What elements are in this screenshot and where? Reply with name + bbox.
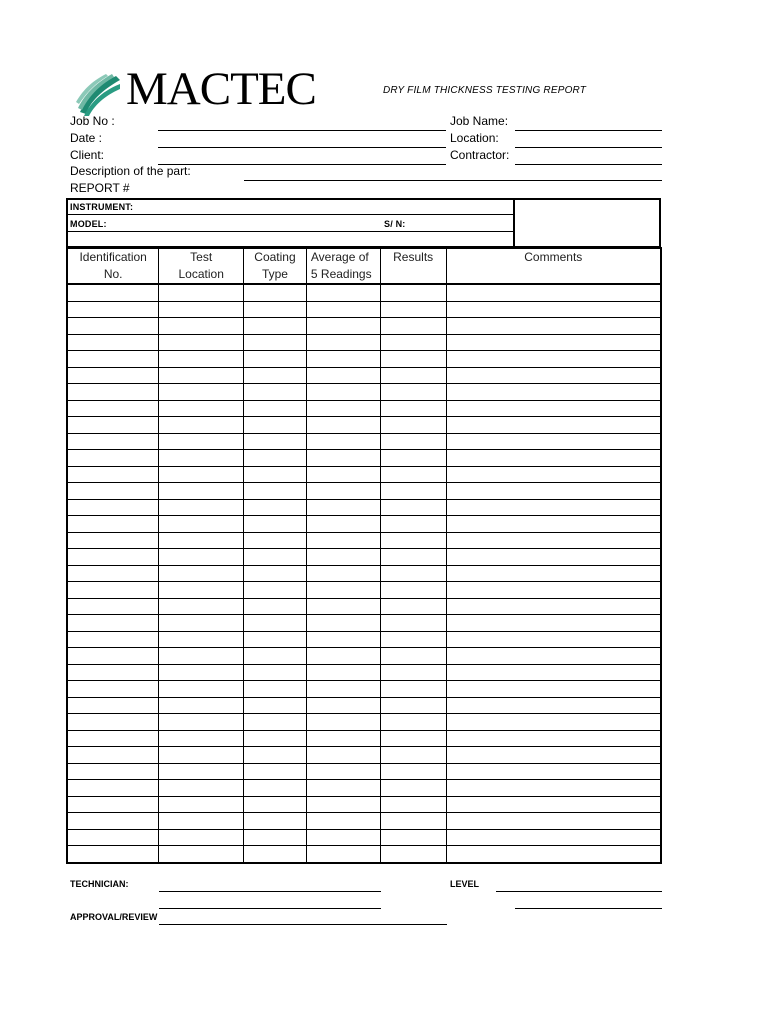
table-cell[interactable] <box>306 714 380 731</box>
table-cell[interactable] <box>159 516 244 533</box>
brand-logo-text: MACTEC <box>126 63 316 115</box>
table-row <box>67 598 661 615</box>
table-cell[interactable] <box>244 780 307 797</box>
table-cell[interactable] <box>306 466 380 483</box>
table-cell[interactable] <box>306 516 380 533</box>
table-row <box>67 730 661 747</box>
table-cell[interactable] <box>306 846 380 863</box>
table-cell[interactable] <box>67 499 159 516</box>
table-cell[interactable] <box>380 664 446 681</box>
model-label: MODEL: <box>70 219 107 229</box>
table-cell[interactable] <box>244 549 307 566</box>
table-cell[interactable] <box>446 532 661 549</box>
table-cell[interactable] <box>380 697 446 714</box>
table-cell[interactable] <box>67 351 159 368</box>
table-cell[interactable] <box>159 466 244 483</box>
table-cell[interactable] <box>446 780 661 797</box>
table-cell[interactable] <box>306 664 380 681</box>
table-cell[interactable] <box>67 334 159 351</box>
table-cell[interactable] <box>446 549 661 566</box>
table-cell[interactable] <box>446 582 661 599</box>
table-cell[interactable] <box>306 400 380 417</box>
approval-label: APPROVAL/REVIEW <box>70 912 158 922</box>
header-test-location: Test Location <box>159 248 244 284</box>
table-cell[interactable] <box>159 400 244 417</box>
table-cell[interactable] <box>159 730 244 747</box>
table-cell[interactable] <box>380 598 446 615</box>
table-cell[interactable] <box>67 846 159 863</box>
table-cell[interactable] <box>446 813 661 830</box>
table-cell[interactable] <box>446 565 661 582</box>
table-row <box>67 697 661 714</box>
table-cell[interactable] <box>67 483 159 500</box>
table-row <box>67 516 661 533</box>
level-label: LEVEL <box>450 879 480 889</box>
table-cell[interactable] <box>306 615 380 632</box>
table-cell[interactable] <box>244 483 307 500</box>
table-cell[interactable] <box>67 681 159 698</box>
table-cell[interactable] <box>446 417 661 434</box>
table-cell[interactable] <box>244 417 307 434</box>
table-cell[interactable] <box>306 648 380 665</box>
readings-table <box>66 247 662 864</box>
table-cell[interactable] <box>446 334 661 351</box>
table-cell[interactable] <box>244 796 307 813</box>
table-cell[interactable] <box>244 615 307 632</box>
table-cell[interactable] <box>380 648 446 665</box>
table-cell[interactable] <box>380 367 446 384</box>
table-cell[interactable] <box>67 284 159 301</box>
technician-field-line-2[interactable] <box>159 908 381 909</box>
date-field[interactable] <box>158 147 446 148</box>
header-results: Results <box>380 248 446 284</box>
table-cell[interactable] <box>306 417 380 434</box>
table-row <box>67 499 661 516</box>
description-field[interactable] <box>244 180 662 181</box>
table-row <box>67 565 661 582</box>
table-cell[interactable] <box>67 400 159 417</box>
table-cell[interactable] <box>159 747 244 764</box>
table-cell[interactable] <box>159 318 244 335</box>
table-cell[interactable] <box>159 565 244 582</box>
table-cell[interactable] <box>159 829 244 846</box>
table-cell[interactable] <box>306 318 380 335</box>
table-cell[interactable] <box>306 813 380 830</box>
table-cell[interactable] <box>446 846 661 863</box>
table-cell[interactable] <box>67 384 159 401</box>
table-cell[interactable] <box>380 483 446 500</box>
table-cell[interactable] <box>67 796 159 813</box>
table-cell[interactable] <box>380 450 446 467</box>
table-cell[interactable] <box>244 582 307 599</box>
table-cell[interactable] <box>380 582 446 599</box>
table-cell[interactable] <box>159 499 244 516</box>
table-row <box>67 450 661 467</box>
technician-field[interactable] <box>159 891 381 892</box>
table-cell[interactable] <box>159 615 244 632</box>
table-cell[interactable] <box>380 532 446 549</box>
table-cell[interactable] <box>159 648 244 665</box>
table-row <box>67 615 661 632</box>
table-cell[interactable] <box>159 582 244 599</box>
approval-field[interactable] <box>159 924 447 925</box>
table-row <box>67 549 661 566</box>
serial-number-label: S/ N: <box>384 219 406 229</box>
table-cell[interactable] <box>306 730 380 747</box>
table-cell[interactable] <box>159 301 244 318</box>
table-cell[interactable] <box>380 813 446 830</box>
table-row <box>67 813 661 830</box>
table-cell[interactable] <box>306 681 380 698</box>
table-cell[interactable] <box>380 433 446 450</box>
table-cell[interactable] <box>159 598 244 615</box>
table-cell[interactable] <box>244 763 307 780</box>
table-cell[interactable] <box>159 631 244 648</box>
table-cell[interactable] <box>244 648 307 665</box>
table-cell[interactable] <box>244 516 307 533</box>
table-cell[interactable] <box>67 582 159 599</box>
table-cell[interactable] <box>446 664 661 681</box>
table-body <box>67 284 661 863</box>
table-cell[interactable] <box>159 549 244 566</box>
table-cell[interactable] <box>446 483 661 500</box>
table-cell[interactable] <box>67 417 159 434</box>
table-cell[interactable] <box>244 384 307 401</box>
table-cell[interactable] <box>380 351 446 368</box>
table-cell[interactable] <box>244 681 307 698</box>
table-cell[interactable] <box>306 549 380 566</box>
table-cell[interactable] <box>380 466 446 483</box>
table-cell[interactable] <box>306 450 380 467</box>
table-cell[interactable] <box>67 466 159 483</box>
table-row <box>67 796 661 813</box>
table-cell[interactable] <box>244 598 307 615</box>
table-cell[interactable] <box>446 367 661 384</box>
table-cell[interactable] <box>380 615 446 632</box>
table-cell[interactable] <box>306 367 380 384</box>
table-row <box>67 582 661 599</box>
table-cell[interactable] <box>306 796 380 813</box>
table-cell[interactable] <box>380 829 446 846</box>
table-cell[interactable] <box>446 450 661 467</box>
table-cell[interactable] <box>159 813 244 830</box>
table-cell[interactable] <box>446 598 661 615</box>
table-cell[interactable] <box>306 483 380 500</box>
job-name-label: Job Name: <box>450 114 509 128</box>
table-cell[interactable] <box>244 829 307 846</box>
table-cell[interactable] <box>244 730 307 747</box>
table-cell[interactable] <box>446 714 661 731</box>
level-field-line-2[interactable] <box>515 908 662 909</box>
table-cell[interactable] <box>446 747 661 764</box>
table-row <box>67 301 661 318</box>
table-cell[interactable] <box>306 433 380 450</box>
job-name-field[interactable] <box>515 130 662 131</box>
table-row <box>67 367 661 384</box>
table-cell[interactable] <box>159 334 244 351</box>
table-row <box>67 747 661 764</box>
table-cell[interactable] <box>244 334 307 351</box>
table-cell[interactable] <box>67 730 159 747</box>
table-cell[interactable] <box>244 846 307 863</box>
table-cell[interactable] <box>67 631 159 648</box>
table-cell[interactable] <box>67 532 159 549</box>
table-cell[interactable] <box>306 565 380 582</box>
table-row <box>67 714 661 731</box>
report-number-label: REPORT # <box>70 181 130 195</box>
table-cell[interactable] <box>244 318 307 335</box>
table-cell[interactable] <box>306 351 380 368</box>
header-coating-type: Coating Type <box>244 248 307 284</box>
table-cell[interactable] <box>446 697 661 714</box>
table-cell[interactable] <box>380 284 446 301</box>
table-cell[interactable] <box>446 384 661 401</box>
table-cell[interactable] <box>244 565 307 582</box>
table-cell[interactable] <box>380 499 446 516</box>
table-cell[interactable] <box>380 747 446 764</box>
table-cell[interactable] <box>446 499 661 516</box>
table-row <box>67 284 661 301</box>
instrument-box <box>66 198 661 248</box>
table-cell[interactable] <box>159 433 244 450</box>
table-row <box>67 780 661 797</box>
table-cell[interactable] <box>159 796 244 813</box>
table-cell[interactable] <box>244 532 307 549</box>
table-cell[interactable] <box>67 318 159 335</box>
instrument-label: INSTRUMENT: <box>70 202 134 212</box>
table-cell[interactable] <box>380 846 446 863</box>
table-cell[interactable] <box>67 549 159 566</box>
table-cell[interactable] <box>159 532 244 549</box>
job-no-field[interactable] <box>158 130 446 131</box>
date-label: Date : <box>70 131 103 145</box>
table-cell[interactable] <box>446 466 661 483</box>
table-row <box>67 334 661 351</box>
table-cell[interactable] <box>306 780 380 797</box>
table-cell[interactable] <box>159 697 244 714</box>
table-cell[interactable] <box>306 384 380 401</box>
table-cell[interactable] <box>67 433 159 450</box>
table-cell[interactable] <box>306 631 380 648</box>
table-cell[interactable] <box>244 664 307 681</box>
table-row <box>67 384 661 401</box>
table-cell[interactable] <box>159 367 244 384</box>
table-cell[interactable] <box>244 747 307 764</box>
table-row <box>67 417 661 434</box>
table-cell[interactable] <box>159 450 244 467</box>
table-row <box>67 648 661 665</box>
contractor-field[interactable] <box>515 164 662 165</box>
table-row <box>67 532 661 549</box>
table-header-row <box>67 248 661 284</box>
table-cell[interactable] <box>67 367 159 384</box>
location-field[interactable] <box>515 147 662 148</box>
table-cell[interactable] <box>446 615 661 632</box>
table-cell[interactable] <box>159 714 244 731</box>
description-label: Description of the part: <box>70 164 191 178</box>
table-cell[interactable] <box>67 747 159 764</box>
table-cell[interactable] <box>446 284 661 301</box>
table-cell[interactable] <box>244 284 307 301</box>
table-cell[interactable] <box>244 813 307 830</box>
table-cell[interactable] <box>159 284 244 301</box>
table-cell[interactable] <box>67 301 159 318</box>
table-cell[interactable] <box>446 351 661 368</box>
table-cell[interactable] <box>306 763 380 780</box>
table-cell[interactable] <box>159 681 244 698</box>
table-cell[interactable] <box>67 813 159 830</box>
table-cell[interactable] <box>446 318 661 335</box>
table-cell[interactable] <box>159 483 244 500</box>
table-cell[interactable] <box>244 433 307 450</box>
table-cell[interactable] <box>306 284 380 301</box>
instrument-box-divider <box>513 198 515 248</box>
table-cell[interactable] <box>380 384 446 401</box>
header-identification: Identification No. <box>67 248 159 284</box>
table-cell[interactable] <box>159 351 244 368</box>
table-cell[interactable] <box>446 763 661 780</box>
table-cell[interactable] <box>159 664 244 681</box>
table-cell[interactable] <box>306 301 380 318</box>
table-cell[interactable] <box>446 730 661 747</box>
table-cell[interactable] <box>159 763 244 780</box>
level-field[interactable] <box>496 891 662 892</box>
table-cell[interactable] <box>67 697 159 714</box>
technician-label: TECHNICIAN: <box>70 879 129 889</box>
report-title: DRY FILM THICKNESS TESTING REPORT <box>383 85 587 96</box>
header-average-readings: Average of 5 Readings <box>306 248 380 284</box>
table-cell[interactable] <box>380 780 446 797</box>
client-field[interactable] <box>158 164 446 165</box>
table-cell[interactable] <box>446 829 661 846</box>
table-cell[interactable] <box>67 763 159 780</box>
table-cell[interactable] <box>380 318 446 335</box>
table-cell[interactable] <box>67 450 159 467</box>
model-row-line <box>68 231 514 232</box>
table-cell[interactable] <box>380 763 446 780</box>
instrument-row-line <box>68 214 514 215</box>
contractor-label: Contractor: <box>450 148 510 162</box>
table-cell[interactable] <box>380 730 446 747</box>
table-cell[interactable] <box>67 664 159 681</box>
table-row <box>67 664 661 681</box>
table-cell[interactable] <box>67 780 159 797</box>
table-cell[interactable] <box>244 367 307 384</box>
table-cell[interactable] <box>306 747 380 764</box>
client-label: Client: <box>70 148 105 162</box>
mactec-logo-icon <box>76 72 120 116</box>
table-cell[interactable] <box>67 615 159 632</box>
table-row <box>67 483 661 500</box>
job-no-label: Job No : <box>70 114 115 128</box>
table-cell[interactable] <box>380 714 446 731</box>
table-cell[interactable] <box>446 681 661 698</box>
table-cell[interactable] <box>306 697 380 714</box>
table-row <box>67 681 661 698</box>
table-cell[interactable] <box>380 796 446 813</box>
table-cell[interactable] <box>67 648 159 665</box>
table-cell[interactable] <box>306 499 380 516</box>
table-cell[interactable] <box>446 301 661 318</box>
table-cell[interactable] <box>244 499 307 516</box>
table-row <box>67 763 661 780</box>
location-label: Location: <box>450 131 499 145</box>
table-row <box>67 318 661 335</box>
table-cell[interactable] <box>380 400 446 417</box>
table-cell[interactable] <box>446 648 661 665</box>
table-cell[interactable] <box>446 400 661 417</box>
table-cell[interactable] <box>244 714 307 731</box>
table-cell[interactable] <box>380 631 446 648</box>
table-row <box>67 846 661 863</box>
table-row <box>67 400 661 417</box>
table-cell[interactable] <box>380 681 446 698</box>
table-cell[interactable] <box>244 697 307 714</box>
table-cell[interactable] <box>244 351 307 368</box>
table-cell[interactable] <box>306 829 380 846</box>
table-cell[interactable] <box>244 450 307 467</box>
table-row <box>67 631 661 648</box>
table-cell[interactable] <box>67 516 159 533</box>
table-cell[interactable] <box>380 565 446 582</box>
table-cell[interactable] <box>446 796 661 813</box>
table-cell[interactable] <box>244 301 307 318</box>
table-cell[interactable] <box>159 384 244 401</box>
header-comments: Comments <box>446 248 661 284</box>
table-cell[interactable] <box>306 598 380 615</box>
table-cell[interactable] <box>67 829 159 846</box>
table-cell[interactable] <box>67 598 159 615</box>
table-cell[interactable] <box>380 549 446 566</box>
table-cell[interactable] <box>306 532 380 549</box>
table-cell[interactable] <box>306 334 380 351</box>
table-cell[interactable] <box>67 714 159 731</box>
table-cell[interactable] <box>380 516 446 533</box>
table-cell[interactable] <box>446 631 661 648</box>
table-cell[interactable] <box>67 565 159 582</box>
table-cell[interactable] <box>159 780 244 797</box>
table-cell[interactable] <box>446 516 661 533</box>
table-cell[interactable] <box>380 334 446 351</box>
table-cell[interactable] <box>244 400 307 417</box>
table-cell[interactable] <box>159 417 244 434</box>
table-row <box>67 466 661 483</box>
table-cell[interactable] <box>380 301 446 318</box>
table-cell[interactable] <box>159 846 244 863</box>
table-cell[interactable] <box>244 466 307 483</box>
table-row <box>67 351 661 368</box>
table-row <box>67 829 661 846</box>
table-cell[interactable] <box>446 433 661 450</box>
table-row <box>67 433 661 450</box>
table-cell[interactable] <box>380 417 446 434</box>
table-cell[interactable] <box>306 582 380 599</box>
table-cell[interactable] <box>244 631 307 648</box>
